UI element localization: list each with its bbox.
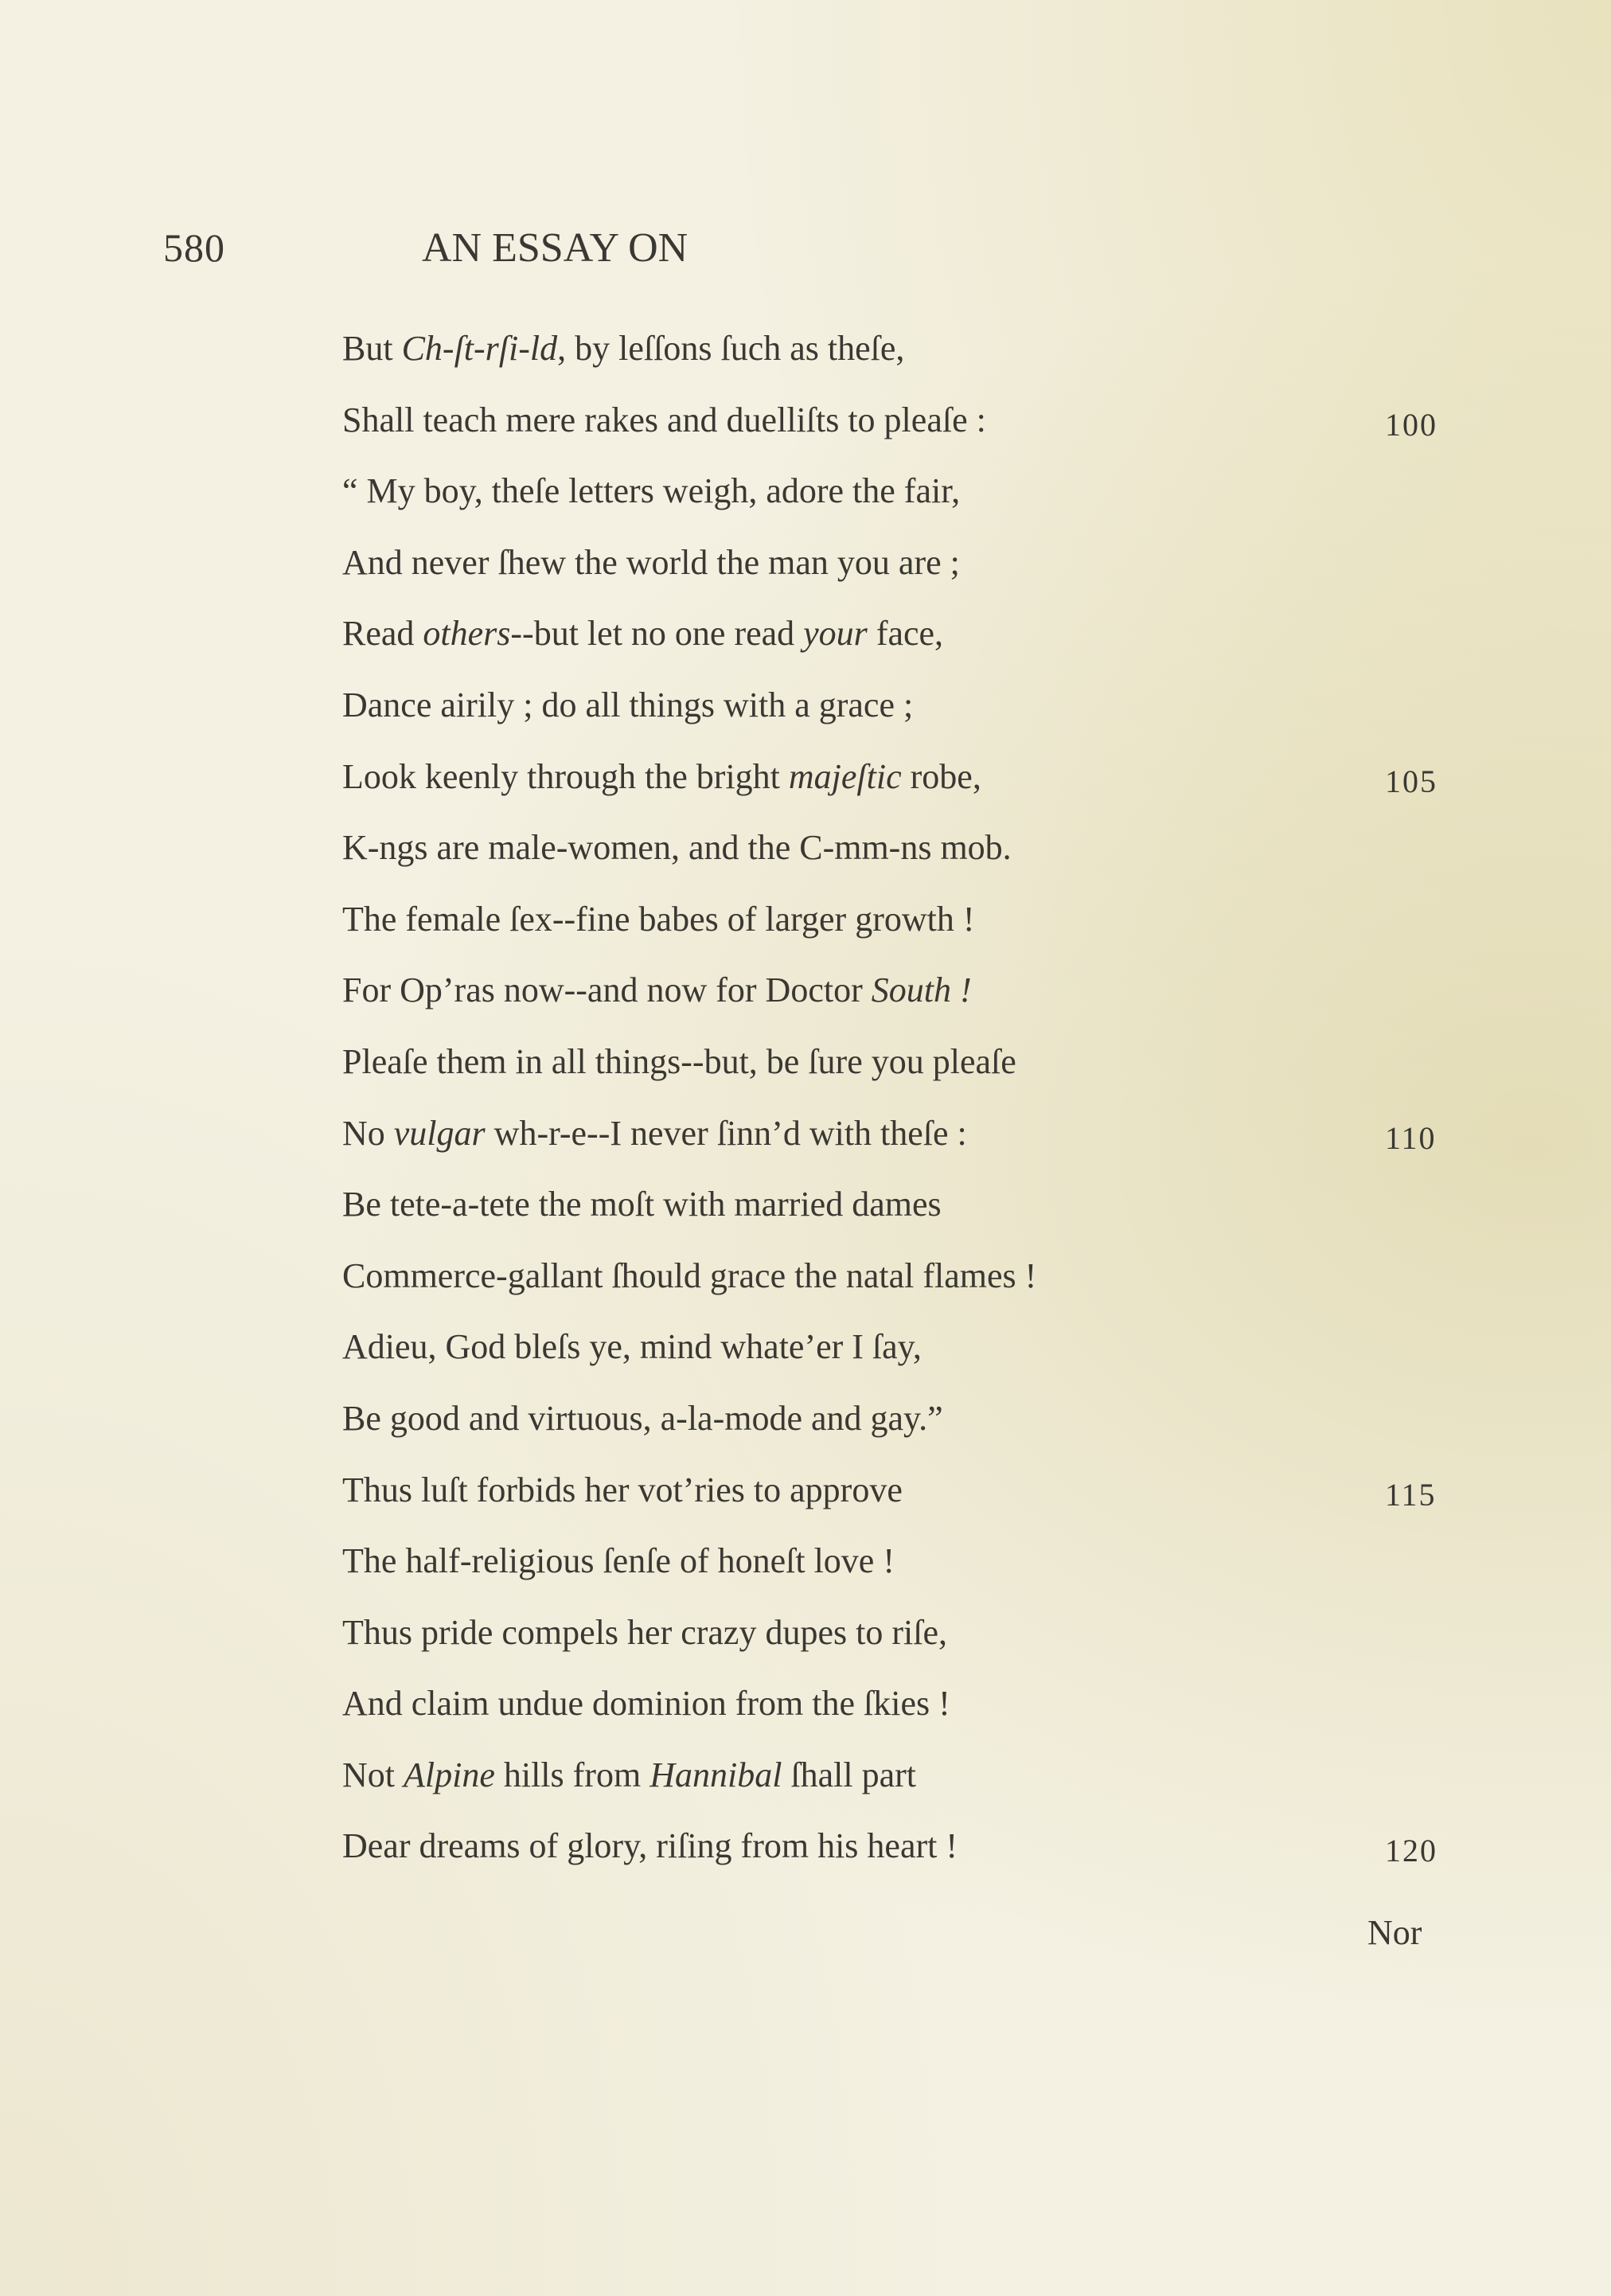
poem-line-text [342,1323,922,1371]
text-segment: Commerce-gallant ſhould grace the natal flames ! [342,1255,1037,1295]
poem-line [342,1395,1520,1466]
text-segment: The female ſex--fine babes of larger growth ! [342,899,975,939]
poem-line-text [342,681,913,729]
poem-line [342,1038,1520,1110]
italic-segment: others [423,614,511,654]
poem-line-text [342,1466,903,1514]
poem-line [342,824,1520,896]
catchword: Nor [1367,1913,1422,1952]
page-number: 580 [163,225,225,270]
poem-line [342,681,1520,753]
poem-line [342,325,1520,396]
italic-segment: Hannibal [649,1755,782,1794]
poem-line-text [342,539,960,587]
text-segment: Pleaſe them in all things--but, be ſure you pleaſe [342,1041,1016,1081]
text-segment: Thus luſt forbids her vot’ries to approve [342,1470,903,1509]
poem-line-text [342,1038,1016,1086]
poem-text [342,325,1520,1894]
line-number: 110 [1385,1119,1437,1156]
poem-line [342,396,1520,468]
text-segment: The half-religious ſenſe of honeſt love ! [342,1541,895,1581]
poem-line-text [342,1680,950,1728]
text-segment: No [342,1113,394,1153]
poem-line [342,539,1520,611]
running-head [422,225,688,271]
poem-line-text [342,1537,895,1585]
poem-line-text [342,467,960,515]
poem-line [342,1110,1520,1181]
poem-line-text [342,610,943,658]
text-segment: , by leſſons ſuch as theſe, [557,329,905,368]
poem-line [342,896,1520,967]
text-segment: robe, [901,756,981,796]
text-segment: Dear dreams of glory, riſing from his heart ! [342,1826,958,1866]
text-segment: hills from [494,1755,650,1794]
text-segment: For Op’ras now--and now for Doctor [342,970,872,1010]
text-segment: “ My boy, theſe letters weigh, adore the fair, [342,471,961,511]
poem-line [342,1822,1520,1894]
poem-line [342,1751,1520,1823]
text-segment: Not [342,1755,404,1794]
text-segment: But [342,329,402,368]
poem-line-text [342,753,981,801]
text-segment: face, [867,614,944,654]
text-segment: ſhall part [782,1755,917,1794]
line-number: 105 [1385,763,1437,799]
text-segment: Thus pride compels her crazy dupes to riſe, [342,1612,947,1652]
italic-segment: Ch-ſt-rſi-ld [401,329,558,368]
text-segment: Shall teach mere rakes and duelliſts to pleaſe : [342,400,986,439]
poem-line [342,610,1520,681]
poem-line-text [342,325,904,373]
poem-line [342,1252,1520,1324]
text-segment: Be tete-a-tete the moſt with married dames [342,1185,942,1224]
text-segment: --but let no one read [510,614,804,654]
poem-line-text [342,1822,958,1870]
poem-line-text [342,1252,1036,1300]
poem-line [342,1537,1520,1609]
italic-segment: majeſtic [788,756,902,796]
poem-line [342,1323,1520,1395]
text-segment: And never ſhew the world the man you are ; [342,542,960,582]
text-segment: Adieu, God bleſs ye, mind whate’er I ſay, [342,1327,922,1367]
text-segment: And claim undue dominion from the ſkies ! [342,1684,950,1724]
poem-line [342,1181,1520,1252]
poem-line [342,1466,1520,1538]
line-number: 115 [1385,1476,1437,1513]
poem-line [342,1609,1520,1681]
poem-line-text [342,1181,942,1228]
poem-line [342,966,1520,1038]
poem-line-text [342,1110,967,1158]
line-number: 100 [1385,406,1437,443]
poem-line-text [342,396,986,444]
poem-line-text [342,1395,943,1443]
page-header [0,225,1611,288]
text-segment: Be good and virtuous, a-la-mode and gay.” [342,1398,943,1438]
poem-line-text [342,1609,947,1657]
text-segment: Look keenly through the bright [342,756,789,796]
poem-line [342,1680,1520,1751]
poem-line [342,753,1520,825]
running-head-text: AN ESSAY ON [422,225,688,271]
italic-segment: South ! [871,970,972,1010]
text-segment: K-ngs are male-women, and the C-mm-ns mob. [342,828,1012,868]
italic-segment: vulgar [393,1113,486,1153]
italic-segment: your [803,614,868,654]
poem-line-text [342,1751,916,1799]
italic-segment: Alpine [404,1755,495,1794]
poem-line [342,467,1520,539]
poem-line-text [342,824,1012,872]
text-segment: Dance airily ; do all things with a grace ; [342,685,914,724]
text-segment: Read [342,614,423,654]
poem-line-text [342,966,972,1014]
poem-line-text [342,896,975,943]
line-number: 120 [1385,1833,1437,1869]
text-segment: wh-r-e--I never ſinn’d with theſe : [485,1113,967,1153]
